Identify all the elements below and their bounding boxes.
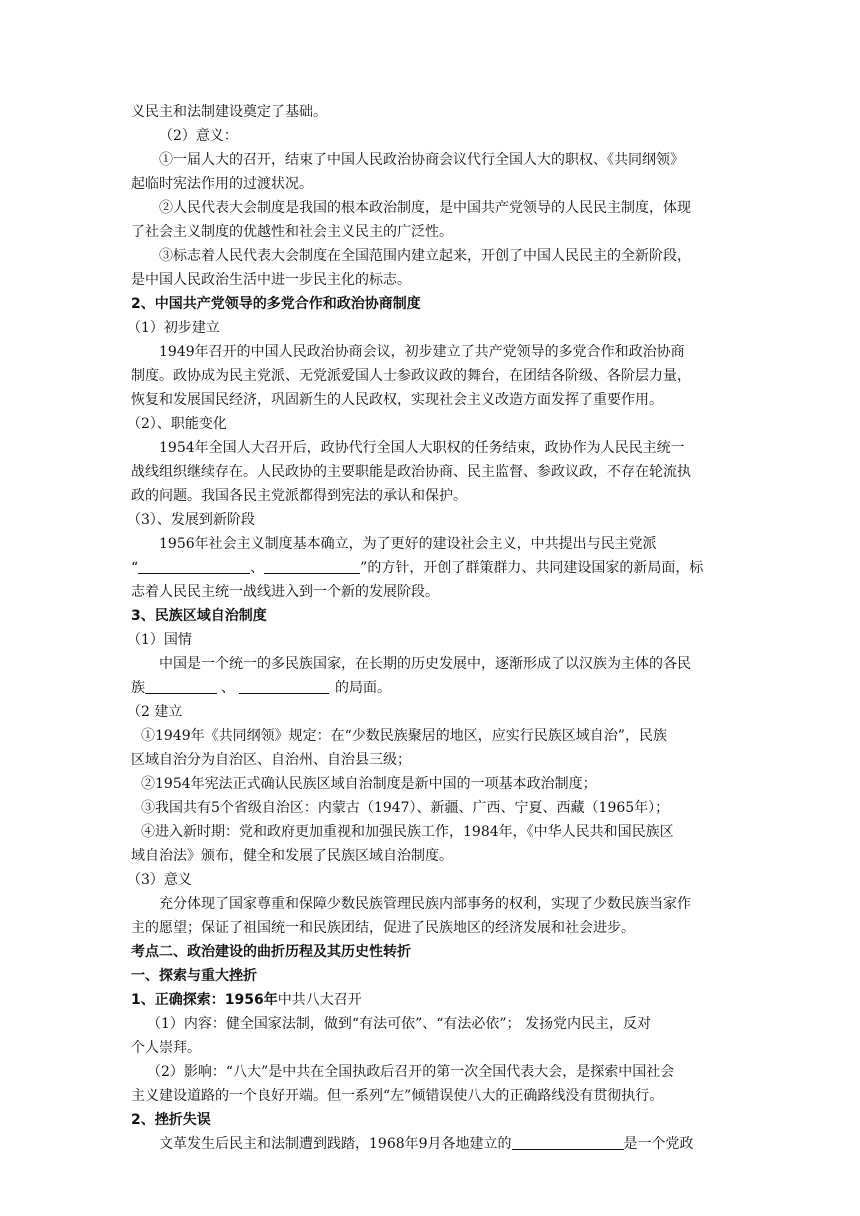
answer-blank[interactable] bbox=[512, 1135, 624, 1150]
open-quote: “ bbox=[131, 560, 139, 576]
heading-bold-part: 1、正确探索：1956年 bbox=[131, 992, 278, 1008]
separator: 、 bbox=[250, 560, 265, 576]
separator: 、 bbox=[221, 680, 235, 696]
text-line: ①一届人大的召开，结束了中国人民政治协商会议代行全国人大的职权、《共同纲领》 bbox=[159, 152, 684, 168]
fill-blank-line bbox=[159, 1132, 731, 1156]
text-line: 1954年全国人大召开后，政协代行全国人大职权的任务结束，政协作为人民民主统一 bbox=[159, 440, 685, 456]
section-heading: 2、中国共产党领导的多党合作和政治协商制度 bbox=[131, 296, 421, 312]
answer-blank[interactable] bbox=[138, 559, 250, 574]
text-line: ②1954年宪法正式确认民族区域自治制度是新中国的一项基本政治制度； bbox=[141, 776, 597, 792]
heading-line bbox=[131, 988, 731, 1012]
subheading: （1）初步建立 bbox=[127, 320, 220, 336]
text-line: 起临时宪法作用的过渡状况。 bbox=[131, 176, 313, 192]
subheading: （3）意义 bbox=[127, 872, 192, 888]
text-line: （2）影响：“八大”是中共在全国执政后召开的第一次全国代表大会，是探索中国社会 bbox=[147, 1064, 675, 1080]
text-line: 域自治法》颁布，健全和发展了民族区域自治制度。 bbox=[131, 848, 453, 864]
section-heading: 考点二、政治建设的曲折历程及其历史性转折 bbox=[131, 944, 411, 960]
subheading: （3）、发展到新阶段 bbox=[127, 512, 255, 528]
text-line: 政的问题。我国各民主党派都得到宪法的承认和保护。 bbox=[131, 488, 467, 504]
text-line: 战线组织继续存在。人民政协的主要职能是政治协商、民主监督、参政议政，不存在轮流执 bbox=[131, 464, 691, 480]
text-line: 区域自治分为自治区、自治州、自治县三级； bbox=[131, 752, 411, 768]
text-line: ④进入新时期：党和政府更加重视和加强民族工作，1984年，《中华人民共和国民族区 bbox=[141, 824, 674, 840]
text-line: 充分体现了国家尊重和保障少数民族管理民族内部事务的权利，实现了少数民族当家作 bbox=[159, 896, 691, 912]
section-heading: 2、挫折失误 bbox=[131, 1112, 211, 1128]
text-line: 主义建设道路的一个良好开端。但一系列“左”倾错误使八大的正确路线没有贯彻执行。 bbox=[131, 1088, 664, 1104]
fill-blank-line bbox=[131, 556, 731, 580]
answer-blank[interactable] bbox=[264, 559, 360, 574]
text-fragment: 文革发生后民主和法制遭到践踏，1968年9月各地建立的 bbox=[159, 1136, 512, 1152]
text-line: ②人民代表大会制度是我国的根本政治制度，是中国共产党领导的人民民主制度，体现 bbox=[159, 200, 691, 216]
subheading: （2）、职能变化 bbox=[127, 416, 227, 432]
text-line: （1）内容：健全国家法制，做到“有法可依”、“有法必依”； 发扬党内民主，反对 bbox=[147, 1016, 651, 1032]
text-line: 个人崇拜。 bbox=[131, 1040, 201, 1056]
subheading: （2）意义： bbox=[159, 128, 238, 144]
text-line: ③我国共有5个省级自治区：内蒙古（1947）、新疆、广西、宁夏、西藏（1965年）； bbox=[141, 800, 670, 816]
text-fragment: ”的方针，开创了群策群力、共同建设国家的新局面，标 bbox=[360, 560, 704, 576]
text-line: 主的愿望；保证了祖国统一和民族团结，促进了民族地区的经济发展和社会进步。 bbox=[131, 920, 635, 936]
fill-blank-line bbox=[131, 676, 731, 700]
answer-blank[interactable] bbox=[239, 679, 329, 694]
text-line: 1949年召开的中国人民政治协商会议，初步建立了共产党领导的多党合作和政治协商 bbox=[159, 344, 685, 360]
text-line: 恢复和发展国民经济，巩固新生的人民政权，实现社会主义改造方面发挥了重要作用。 bbox=[131, 392, 663, 408]
subheading: （1）国情 bbox=[127, 632, 192, 648]
text-line: ①1949年《共同纲领》规定：在“少数民族聚居的地区，应实行民族区域自治”，民族 bbox=[141, 728, 667, 744]
answer-blank[interactable] bbox=[145, 679, 217, 694]
text-line: 中国是一个统一的多民族国家，在长期的历史发展中，逐渐形成了以汉族为主体的各民 bbox=[159, 656, 691, 672]
text-fragment: 族 bbox=[131, 680, 145, 696]
section-heading: 一、探索与重大挫折 bbox=[131, 968, 257, 984]
text-line: 1956年社会主义制度基本确立，为了更好的建设社会主义，中共提出与民主党派 bbox=[159, 536, 657, 552]
subheading: （2 建立 bbox=[127, 704, 183, 720]
text-fragment: 的局面。 bbox=[335, 680, 391, 696]
text-line: 制度。政协成为民主党派、无党派爱国人士参政议政的舞台，在团结各阶级、各阶层力量， bbox=[131, 368, 691, 384]
text-line: 义民主和法制建设奠定了基础。 bbox=[131, 104, 327, 120]
text-fragment: 是一个党政 bbox=[623, 1136, 694, 1152]
text-line: 是中国人民政治生活中进一步民主化的标志。 bbox=[131, 272, 411, 288]
text-line: 了社会主义制度的优越性和社会主义民主的广泛性。 bbox=[131, 224, 453, 240]
text-line: 志着人民民主统一战线进入到一个新的发展阶段。 bbox=[131, 584, 439, 600]
section-heading: 3、民族区域自治制度 bbox=[131, 608, 267, 624]
heading-normal-part: 中共八大召开 bbox=[277, 992, 362, 1008]
text-line: ③标志着人民代表大会制度在全国范围内建立起来，开创了中国人民民主的全新阶段， bbox=[159, 248, 691, 264]
